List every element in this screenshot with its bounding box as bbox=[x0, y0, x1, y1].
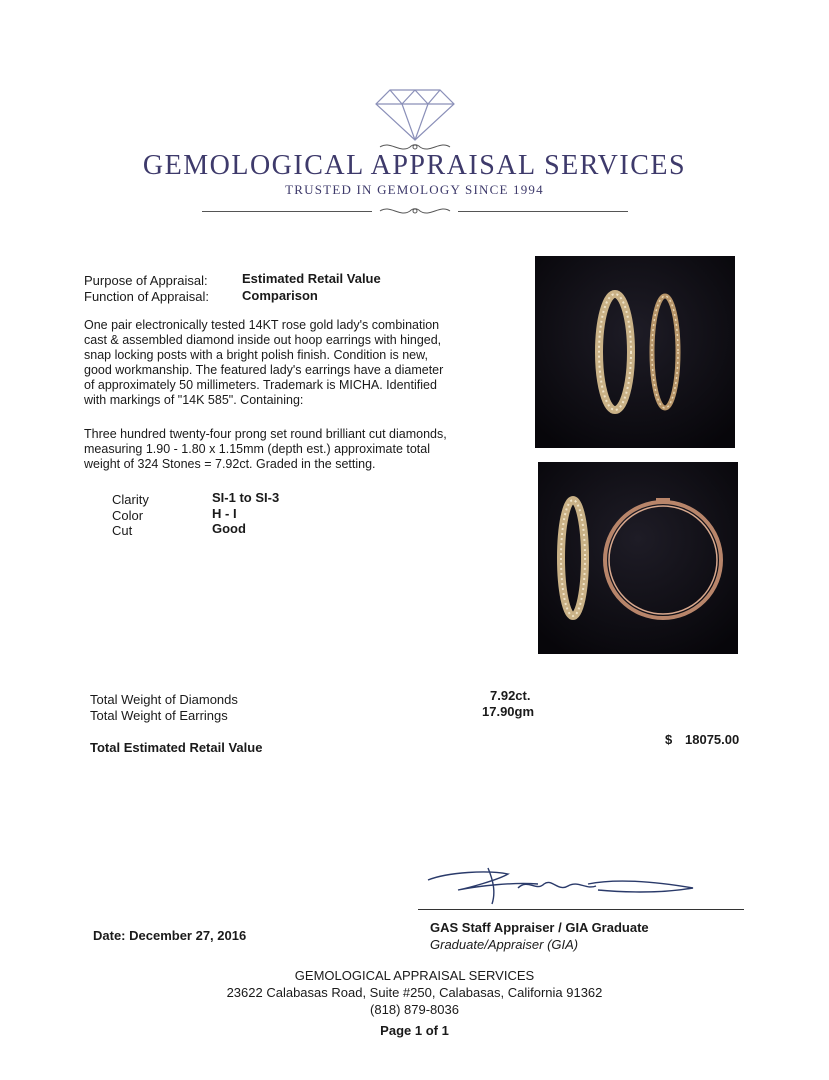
total-earrings-value: 17.90gm bbox=[482, 704, 535, 719]
signature-line bbox=[418, 909, 744, 910]
color-value: H - I bbox=[212, 506, 237, 521]
company-title: GEMOLOGICAL APPRAISAL SERVICES bbox=[142, 150, 687, 181]
ornament-bottom-icon bbox=[375, 203, 455, 219]
earrings-photo-side bbox=[538, 462, 738, 654]
footer-company: GEMOLOGICAL APPRAISAL SERVICES bbox=[294, 968, 535, 983]
total-earrings-label: Total Weight of Earrings bbox=[90, 708, 228, 723]
function-value: Comparison bbox=[242, 288, 318, 303]
company-tagline: TRUSTED IN GEMOLOGY SINCE 1994 bbox=[285, 182, 544, 197]
function-label: Function of Appraisal: bbox=[84, 289, 210, 304]
description-line: with markings of "14K 585". Containing: bbox=[84, 393, 304, 407]
total-diamonds-label: Total Weight of Diamonds bbox=[90, 692, 238, 707]
total-retail-value: 18075.00 bbox=[685, 732, 740, 747]
appraisal-date: Date: December 27, 2016 bbox=[93, 928, 247, 943]
clarity-label: Clarity bbox=[112, 492, 149, 507]
header-divider bbox=[458, 211, 628, 212]
footer-address: 23622 Calabasas Road, Suite #250, Calabasas, California 91362 bbox=[226, 985, 603, 1000]
earrings-front-image bbox=[535, 256, 735, 448]
purpose-label: Purpose of Appraisal: bbox=[84, 273, 208, 288]
appraiser-subtitle: Graduate/Appraiser (GIA) bbox=[430, 937, 579, 952]
description-line: good workmanship. The featured lady's earrings have a diameter bbox=[84, 363, 444, 377]
diamonds-line: weight of 324 Stones = 7.92ct. Graded in the setting. bbox=[84, 457, 376, 471]
diamonds-line: Three hundred twenty-four prong set round brilliant cut diamonds, bbox=[84, 427, 447, 441]
description-line: snap locking posts with a bright polish finish. Condition is new, bbox=[84, 348, 428, 362]
page-number: Page 1 of 1 bbox=[380, 1023, 449, 1038]
purpose-value: Estimated Retail Value bbox=[242, 271, 381, 286]
description-line: cast & assembled diamond inside out hoop earrings with hinged, bbox=[84, 333, 442, 347]
cut-label: Cut bbox=[112, 523, 133, 538]
earrings-side-image bbox=[538, 462, 738, 654]
currency-symbol: $ bbox=[665, 732, 673, 747]
item-description bbox=[84, 318, 504, 408]
description-line: of approximately 50 millimeters. Trademark is MICHA. Identified bbox=[84, 378, 437, 392]
total-diamonds-value: 7.92ct. bbox=[490, 688, 531, 703]
header-divider bbox=[202, 211, 372, 212]
clarity-value: SI-1 to SI-3 bbox=[212, 490, 280, 505]
footer-phone: (818) 879-8036 bbox=[370, 1002, 459, 1017]
earrings-photo-front bbox=[535, 256, 735, 448]
appraiser-title: GAS Staff Appraiser / GIA Graduate bbox=[430, 920, 649, 935]
signature-image bbox=[418, 860, 708, 910]
description-line: One pair electronically tested 14KT rose gold lady's combination bbox=[84, 318, 440, 332]
total-retail-label: Total Estimated Retail Value bbox=[90, 740, 263, 755]
diamonds-line: measuring 1.90 - 1.80 x 1.15mm (depth est.) approximate total bbox=[84, 442, 431, 456]
diamonds-description bbox=[84, 427, 504, 472]
color-label: Color bbox=[112, 508, 144, 523]
diamond-icon bbox=[370, 84, 460, 144]
cut-value: Good bbox=[212, 521, 246, 536]
